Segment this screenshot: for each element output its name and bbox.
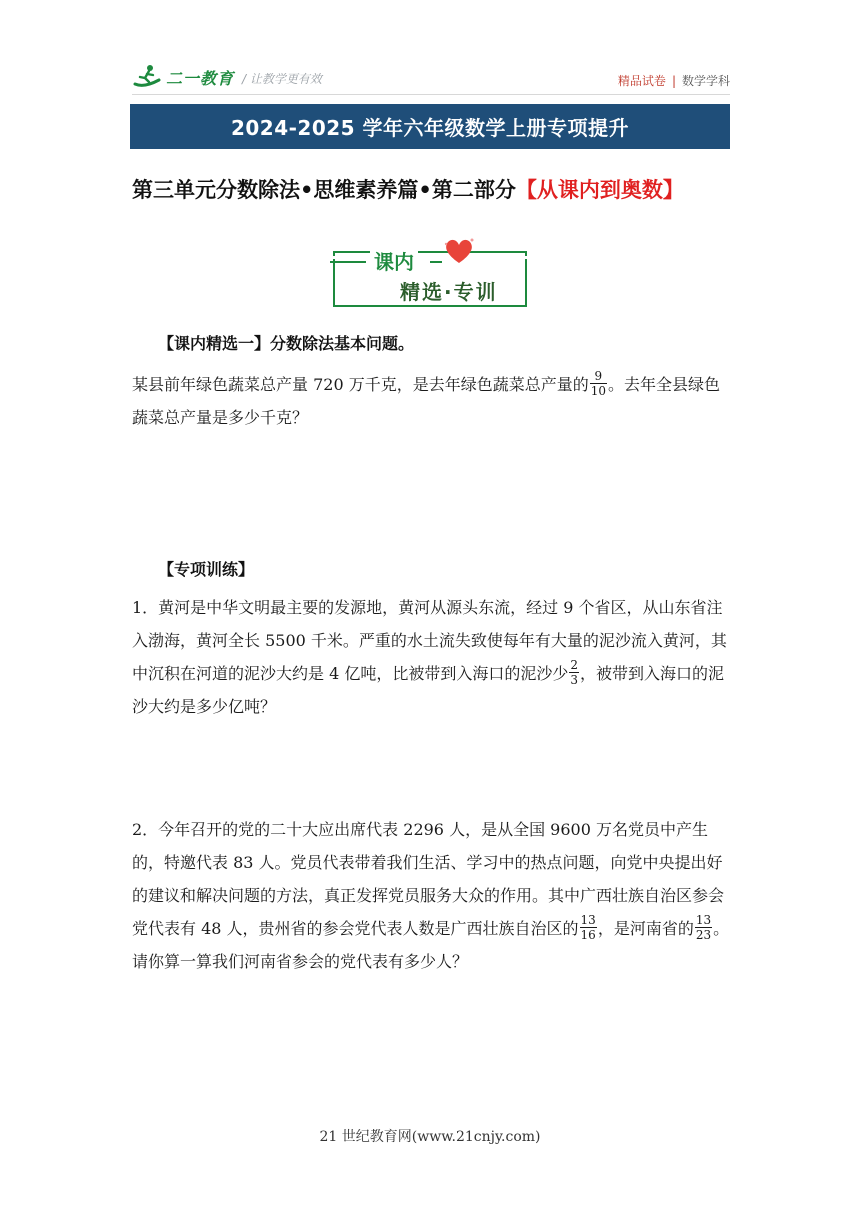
fraction-numerator: 13 (580, 913, 596, 927)
badge-line1: 课内 (370, 246, 418, 275)
problem-text (132, 368, 732, 434)
fraction-13-23 (695, 913, 712, 942)
fraction-numerator: 13 (695, 913, 712, 927)
tag-separator: | (671, 73, 676, 88)
fraction-numerator: 2 (570, 658, 578, 672)
tag-premium-paper: 精品试卷 (617, 74, 666, 88)
page-subtitle (132, 174, 684, 204)
problem-text-b: 。去年全县绿色蔬菜总产量是多少千克？ (132, 375, 721, 427)
fraction-13-16 (580, 913, 597, 942)
section-heading-1: 【课内精选一】分数除法基本问题。 (158, 334, 415, 353)
fraction-2-3 (569, 658, 579, 687)
title-banner (130, 104, 730, 149)
badge-line2: 精选·专训 (400, 280, 498, 304)
problem-text-a: 某县前年绿色蔬菜总产量 720 万千克，是去年绿色蔬菜总产量的 (132, 375, 589, 394)
page-title: 2024-2025 学年六年级数学上册专项提升 (230, 116, 630, 140)
brand-name: 二一教育 (166, 68, 235, 88)
question-2 (132, 813, 732, 978)
tag-subject: 数学学科 (681, 74, 730, 88)
fraction-denominator: 23 (695, 928, 712, 942)
question-1-text-b: ，被带到入海口的泥沙大约是多少亿吨？ (132, 664, 725, 716)
header-tags (618, 72, 730, 89)
question-1 (132, 591, 732, 723)
question-2-text-c: 。请你算一算我们河南省参会的党代表有多少人？ (132, 919, 730, 971)
section-heading-2: 【专项训练】 (158, 560, 255, 579)
header-divider (132, 94, 730, 95)
subtitle-main: 第三单元分数除法•思维素养篇•第二部分 (132, 178, 516, 202)
fraction-numerator: 9 (594, 369, 603, 383)
fraction-denominator: 3 (570, 673, 578, 687)
question-2-text-a: 2．今年召开的党的二十大应出席代表 2296 人，是从全国 9600 万名党员中产生的，特邀代表 83 人。党员代表带着我们生活、学习中的热点问题，向党中央提出好的建议和解决问题的方法，真正发挥党员服务大众的作用。其中广西壮族自治区参会党代表有 48 人，贵州省的参会党代表人数是广西壮族自治区的 (132, 820, 725, 938)
section-badge (330, 236, 530, 308)
brand-slogan: / 让教学更有效 (242, 72, 322, 86)
fraction-denominator: 16 (580, 928, 596, 942)
fraction-denominator: 10 (590, 384, 606, 398)
page-header (132, 62, 730, 92)
subtitle-highlight: 【从课内到奥数】 (515, 178, 684, 202)
fraction-9-10 (590, 369, 607, 398)
brand-logo (132, 64, 234, 90)
heart-icon (442, 236, 476, 266)
runner-logo-icon (132, 64, 162, 90)
page-footer: 21 世纪教育网(www.21cnjy.com) (319, 1129, 541, 1145)
question-2-text-b: ，是河南省的 (597, 919, 694, 938)
question-1-text-a: 1．黄河是中华文明最主要的发源地，黄河从源头东流，经过 9 个省区，从山东省注入渤海，黄河全长 5500 千米。严重的水土流失致使每年有大量的泥沙流入黄河，其中沉积在河道的泥沙大约是 4 亿吨，比被带到入海口的泥沙少 (132, 598, 727, 683)
